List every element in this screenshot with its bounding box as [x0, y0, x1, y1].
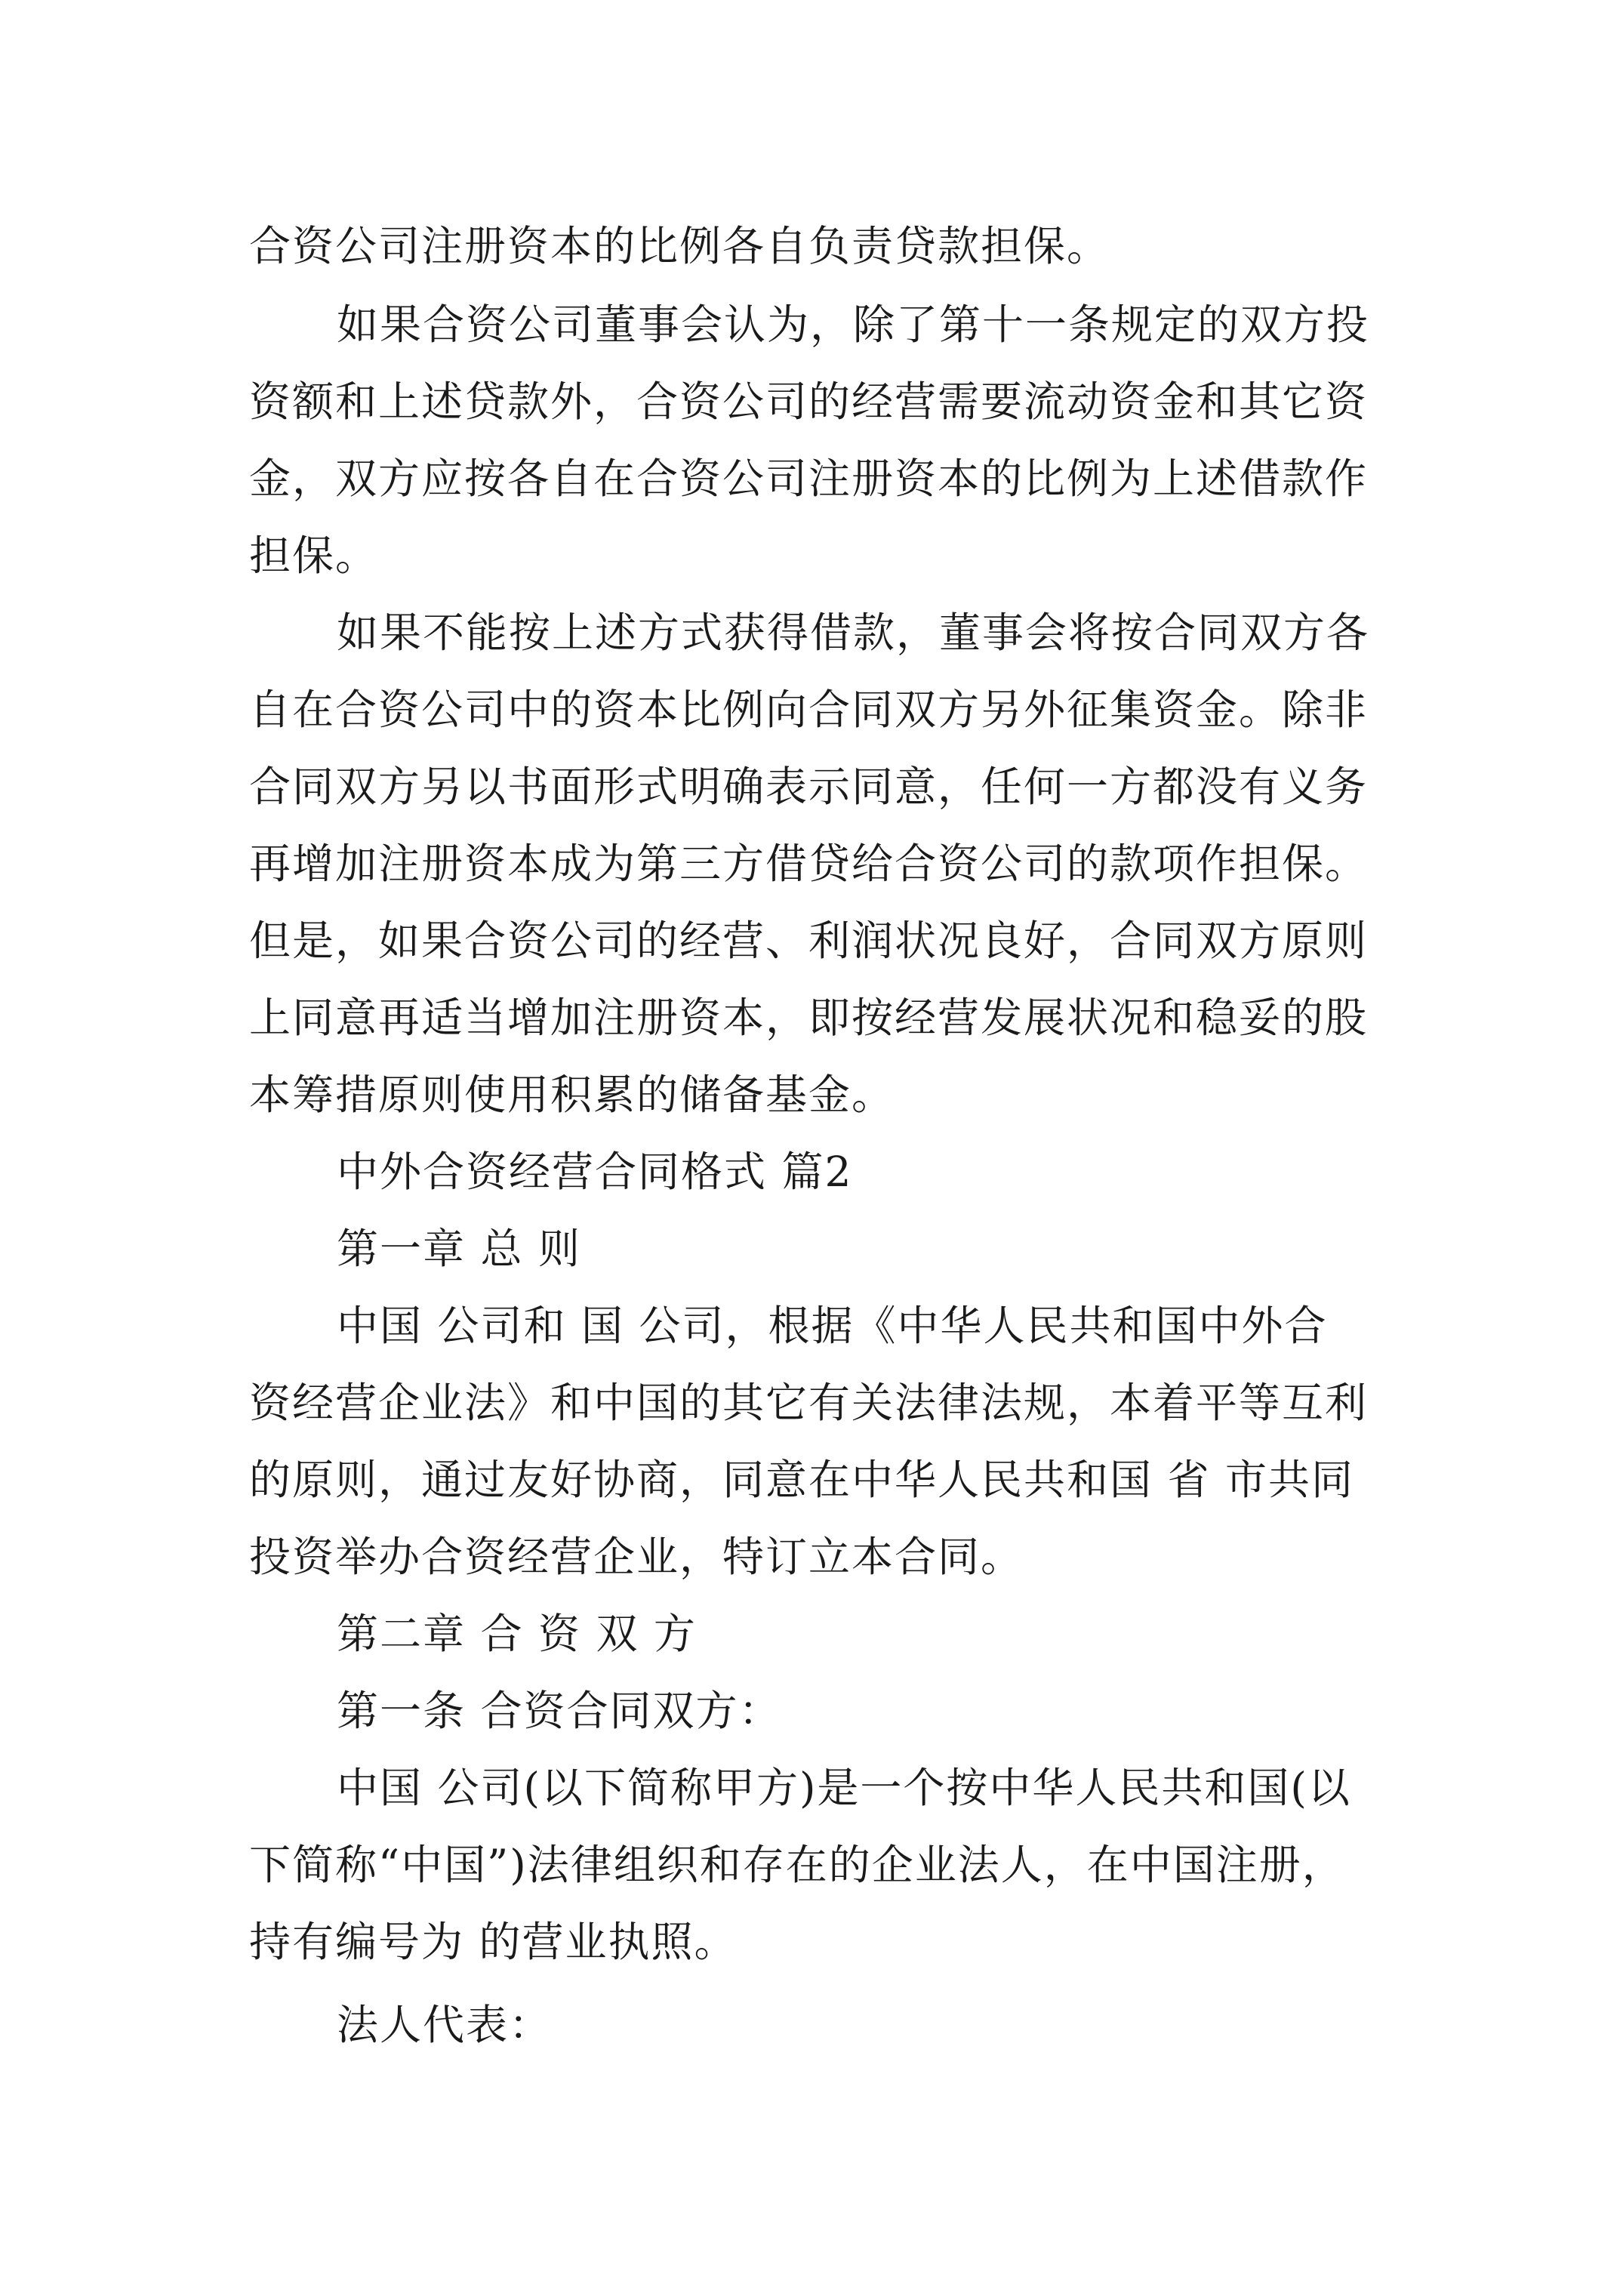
paragraph-line: 金，双方应按各自在合资公司注册资本的比例为上述借款作: [249, 455, 1369, 503]
paragraph-line: 合资公司注册资本的比例各自负责贷款担保。: [249, 222, 1110, 270]
paragraph-line: 下简称“中国”)法律组织和存在的企业法人，在中国注册，: [249, 1841, 1345, 1889]
paragraph-line: 中国 公司(以下简称甲方)是一个按中华人民共和国(以: [337, 1764, 1351, 1812]
paragraph-line: 资额和上述贷款外，合资公司的经营需要流动资金和其它资: [249, 378, 1369, 426]
paragraph-line: 如果不能按上述方式获得借款，董事会将按合同双方各: [337, 609, 1370, 657]
paragraph-line: 投资举办合资经营企业，特订立本合同。: [249, 1533, 1024, 1581]
paragraph-line: 中国 公司和 国 公司，根据《中华人民共和国中外合: [337, 1302, 1328, 1350]
paragraph-line: 的原则，通过友好协商，同意在中华人民共和国 省 市共同: [249, 1456, 1354, 1504]
paragraph-line: 资经营企业法》和中国的其它有关法律法规，本着平等互利: [249, 1379, 1369, 1427]
paragraph-line: 如果合资公司董事会认为，除了第十一条规定的双方投: [337, 300, 1370, 349]
paragraph-line: 持有编号为 的营业执照。: [249, 1918, 738, 1966]
paragraph-line: 再增加注册资本成为第三方借贷给合资公司的款项作担保。: [249, 840, 1369, 888]
paragraph-line: 法人代表：: [337, 2001, 553, 2049]
chapter-heading: 第二章 合 资 双 方: [337, 1610, 697, 1658]
article-heading: 第一条 合资合同双方：: [337, 1687, 782, 1735]
chapter-heading: 第一章 总 则: [337, 1225, 581, 1273]
paragraph-line: 自在合资公司中的资本比例向合同双方另外征集资金。除非: [249, 686, 1369, 734]
paragraph-line: 合同双方另以书面形式明确表示同意，任何一方都没有义务: [249, 763, 1369, 811]
section-heading: 中外合资经营合同格式 篇2: [337, 1148, 853, 1196]
paragraph-line: 担保。: [249, 532, 379, 580]
paragraph-line: 上同意再适当增加注册资本，即按经营发展状况和稳妥的股: [249, 994, 1369, 1042]
paragraph-line: 但是，如果合资公司的经营、利润状况良好，合同双方原则: [249, 917, 1369, 965]
paragraph-line: 本筹措原则使用积累的储备基金。: [249, 1071, 895, 1119]
